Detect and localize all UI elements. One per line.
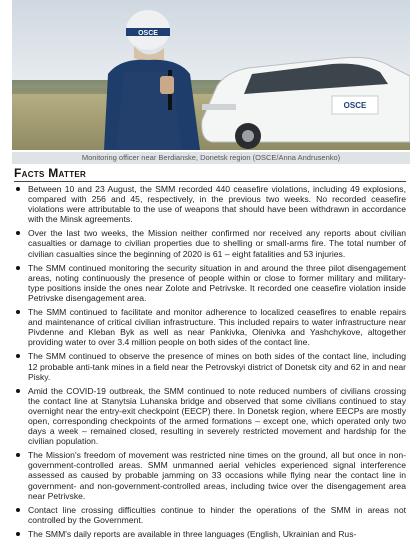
list-item: The SMM continued monitoring the security situation in and around the three pilot disengagement areas, noting continuously the presence of people within or close to former military and military-type positions inside the ones near Zolote and Petrivske. It recorded one ceasefire violation inside Petrivske disengagement area.	[14, 263, 406, 303]
bullet-icon	[16, 508, 20, 512]
list-item: The SMM continued to facilitate and monitor adherence to localized ceasefires to enable repairs and maintenance of critical civilian infrastructure. This included repairs to water infrastructure near Pivdenne and Kleban Byk as well as near Pankivka, Olenivka and Yashchykove, altogether providing water to over 3.4 million people on both sides of the contact line.	[14, 307, 406, 347]
list-item: The SMM's daily reports are available in three languages (English, Ukrainian and Rus-	[14, 529, 406, 539]
bullet-icon	[16, 266, 20, 270]
list-item: Contact line crossing difficulties continue to hinder the operations of the SMM in areas not controlled by the Government.	[14, 505, 406, 525]
helmet-osce-text: OSCE	[138, 30, 158, 37]
bullet-icon	[16, 453, 20, 457]
section-title: Facts Matter	[14, 166, 87, 180]
monitoring-officer	[104, 10, 200, 150]
header-photo	[12, 0, 410, 150]
vehicle-osce-text: OSCE	[343, 101, 367, 110]
bullet-icon	[16, 389, 20, 393]
list-item: The SMM continued to observe the presence of mines on both sides of the contact line, including 12 probable anti-tank mines in a field near the Petrovskyi district of Donetsk city and 62 in and near Pisky.	[14, 351, 406, 381]
section-divider	[14, 181, 406, 182]
list-item: The Mission's freedom of movement was restricted nine times on the ground, all but once in non-government-controlled areas. SMM unmanned aerial vehicles experienced signal interference assessed as caused by probable jamming on 33 occasions while flying near the contact line in government- and non-government-controlled areas, including twice over the disengagement area near Petrivske.	[14, 450, 406, 500]
bullet-icon	[16, 310, 20, 314]
facts-list	[14, 184, 406, 543]
bullet-icon	[16, 187, 20, 191]
bullet-icon	[16, 532, 20, 536]
bullet-icon	[16, 231, 20, 235]
bullet-icon	[16, 354, 20, 358]
photo-caption: Monitoring officer near Berdianske, Donetsk region (OSCE/Anna Andrusenko)	[12, 152, 410, 164]
osce-vehicle	[202, 57, 410, 149]
list-item: Over the last two weeks, the Mission neither confirmed nor received any reports about civilian casualties or damage to civilian properties due to shelling or small-arms fire. The total number of civilian casualties since the beginning of 2020 is 61 – eight fatalities and 53 injuries.	[14, 228, 406, 258]
list-item: Between 10 and 23 August, the SMM recorded 440 ceasefire violations, including 49 explosions, compared with 256 and 45, respectively, in the previous two weeks. No recorded ceasefire violations were attributable to the use of weapons that should have been withdrawn in accordance with the Minsk agreements.	[14, 184, 406, 224]
photo-scene	[12, 0, 410, 150]
list-item: Amid the COVID-19 outbreak, the SMM continued to note reduced numbers of civilians crossing the contact line at Stanytsia Luhanska bridge and observed that some civilians continued to stay overnight near the entry-exit checkpoint (EECP) there. In Donetsk region, where EECPs are mostly open, corresponding checkpoints of the armed formations – except one, which operated only two days a week – remained closed, resulting in severely restricted movement and hardship for the civilian population.	[14, 386, 406, 447]
